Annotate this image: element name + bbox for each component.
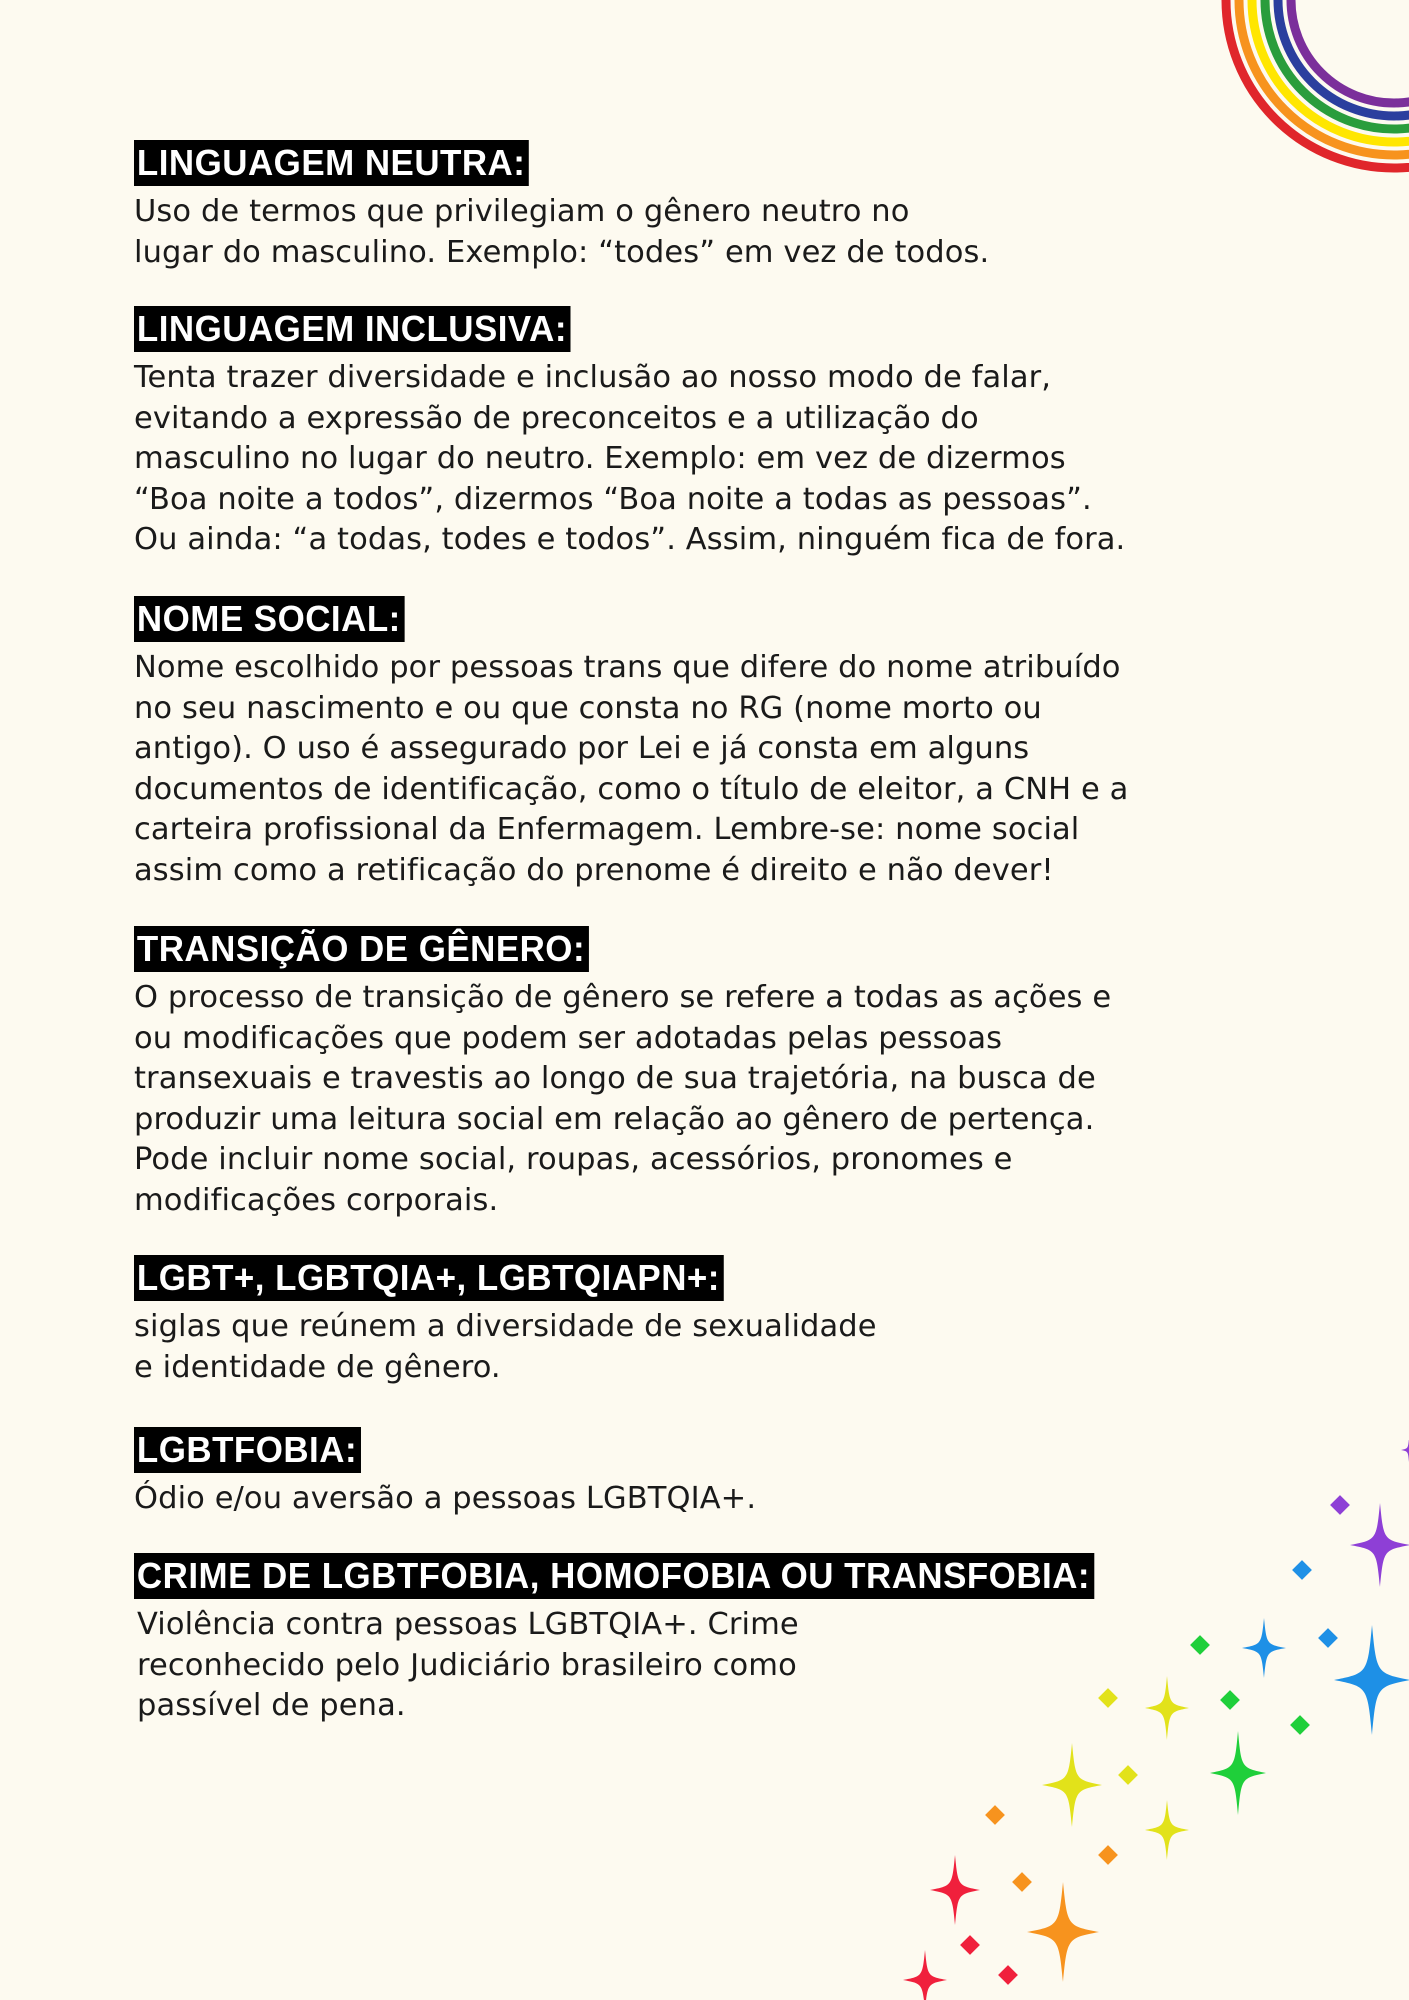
section-body	[134, 648, 1128, 891]
body-line: no seu nascimento e ou que consta no RG (nome morto ou	[134, 690, 1042, 726]
body-line: siglas que reúnem a diversidade de sexualidade	[134, 1309, 877, 1344]
body-line: ou modificações que podem ser adotadas pelas pessoas	[134, 1020, 1003, 1056]
body-line: Violência contra pessoas LGBTQIA+. Crime	[137, 1607, 799, 1642]
section-siglas-lgbt	[134, 1255, 877, 1388]
section-nome-social	[134, 596, 1128, 891]
body-line: passível de pena.	[137, 1688, 406, 1723]
rainbow-arc-purple	[1291, 0, 1409, 103]
section-transicao-de-genero	[134, 926, 1111, 1221]
section-body	[137, 1605, 1124, 1727]
body-line: Pode incluir nome social, roupas, acessórios, pronomes e	[134, 1142, 1013, 1177]
section-body	[134, 1307, 877, 1388]
section-heading: LINGUAGEM INCLUSIVA:	[134, 306, 571, 352]
section-body	[134, 1479, 756, 1520]
body-line: masculino no lugar do neutro. Exemplo: em vez de dizermos	[134, 441, 1066, 476]
section-crime-de-lgbtfobia	[134, 1553, 1124, 1727]
body-line: modificações corporais.	[134, 1182, 499, 1218]
section-linguagem-inclusiva	[134, 306, 1125, 561]
section-lgbtfobia	[134, 1427, 756, 1520]
body-line: O processo de transição de gênero se refere a todas as ações e	[134, 980, 1112, 1015]
section-heading: NOME SOCIAL:	[134, 596, 405, 642]
section-body	[134, 358, 1125, 561]
body-line: Ou ainda: “a todas, todes e todos”. Assim, ninguém fica de fora.	[134, 522, 1126, 557]
body-line: produzir uma leitura social em relação ao gênero de pertença.	[134, 1101, 1095, 1137]
body-line: lugar do masculino. Exemplo: “todes” em vez de todos.	[134, 234, 990, 270]
body-line: assim como a retificação do prenome é direito e não dever!	[134, 852, 1054, 888]
section-heading: TRANSIÇÃO DE GÊNERO:	[134, 926, 589, 972]
section-heading: LINGUAGEM NEUTRA:	[134, 140, 529, 186]
body-line: evitando a expressão de preconceitos e a utilização do	[134, 400, 979, 436]
body-line: reconhecido pelo Judiciário brasileiro como	[137, 1647, 797, 1683]
body-line: Nome escolhido por pessoas trans que difere do nome atribuído	[134, 650, 1121, 685]
body-line: carteira profissional da Enfermagem. Lembre-se: nome social	[134, 812, 1080, 847]
section-body	[134, 192, 989, 273]
body-line: documentos de identificação, como o título de eleitor, a CNH e a	[134, 771, 1129, 807]
body-line: Ódio e/ou aversão a pessoas LGBTQIA+.	[134, 1481, 757, 1516]
section-linguagem-neutra	[134, 140, 989, 273]
section-heading: LGBT+, LGBTQIA+, LGBTQIAPN+:	[134, 1255, 724, 1301]
body-line: e identidade de gênero.	[134, 1349, 501, 1385]
section-body	[134, 978, 1111, 1221]
body-line: Tenta trazer diversidade e inclusão ao nosso modo de falar,	[134, 360, 1052, 395]
body-line: Uso de termos que privilegiam o gênero neutro no	[134, 194, 910, 229]
section-heading: CRIME DE LGBTFOBIA, HOMOFOBIA OU TRANSFOBIA:	[134, 1553, 1094, 1599]
body-line: “Boa noite a todos”, dizermos “Boa noite a todas as pessoas”.	[134, 481, 1092, 517]
section-heading: LGBTFOBIA:	[134, 1427, 361, 1473]
body-line: antigo). O uso é assegurado por Lei e já consta em alguns	[134, 731, 1030, 766]
body-line: transexuais e travestis ao longo de sua trajetória, na busca de	[134, 1061, 1096, 1096]
rainbow-arcs-decoration	[1149, 0, 1409, 180]
